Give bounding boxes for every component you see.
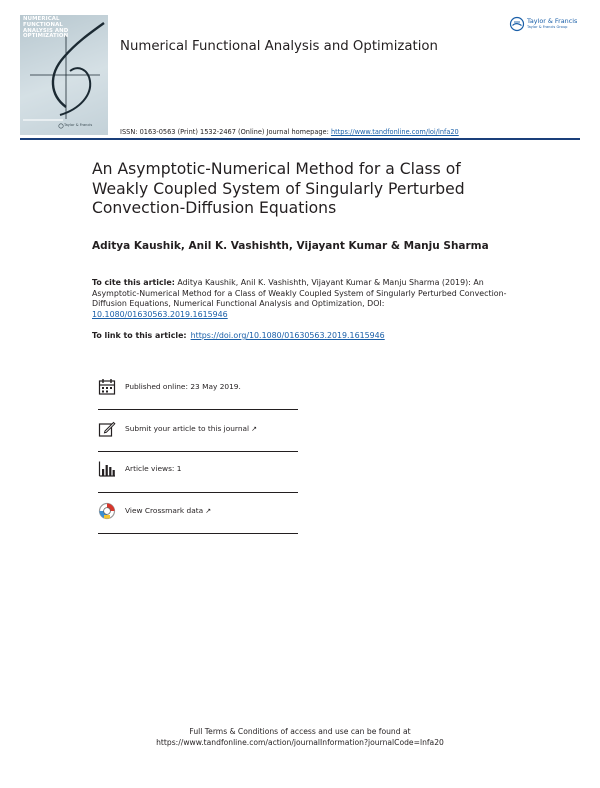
terms-text: Full Terms & Conditions of access and use can be found at	[189, 727, 411, 736]
info-divider	[98, 451, 298, 452]
article-link-label: To link to this article:	[92, 331, 187, 340]
info-divider	[98, 409, 298, 410]
cover-title: NUMERICAL FUNCTIONAL ANALYSIS AND OPTIMIZATION	[23, 16, 69, 40]
external-link-icon: ↗	[205, 507, 212, 515]
journal-cover	[20, 15, 108, 135]
journal-homepage-link[interactable]: https://www.tandfonline.com/loi/lnfa20	[330, 128, 459, 136]
publisher-logo[interactable]	[509, 16, 583, 34]
article-authors: Aditya Kaushik, Anil K. Vashishth, Vijayant Kumar & Manju Sharma	[92, 240, 489, 252]
citation-doi-link[interactable]: 10.1080/01630563.2019.1615946	[92, 309, 228, 319]
edit-icon	[98, 420, 116, 438]
info-divider	[98, 492, 298, 493]
citation-label: To cite this article:	[92, 278, 175, 287]
bar-chart-icon	[98, 460, 116, 478]
crossmark-label: View Crossmark data	[125, 506, 204, 515]
article-link-line	[92, 331, 385, 340]
crossmark-row[interactable]	[98, 500, 298, 524]
info-divider	[98, 533, 298, 534]
journal-title: Numerical Functional Analysis and Optimization	[120, 39, 438, 54]
publisher-logo-icon	[509, 16, 525, 32]
external-link-icon: ↗	[251, 425, 257, 433]
crossmark-icon	[98, 502, 116, 520]
submit-article-row[interactable]	[98, 418, 298, 442]
submit-article-link[interactable]	[125, 424, 257, 433]
citation-block	[92, 278, 520, 320]
calendar-icon	[98, 378, 116, 396]
cover-publisher: Taylor & Francis	[64, 123, 93, 127]
article-title: An Asymptotic-Numerical Method for a Class of Weakly Coupled System of Singularly Perturbed Convection-Diffusion Equations	[92, 160, 465, 217]
article-views: Article views: 1	[125, 464, 182, 473]
crossmark-link[interactable]	[125, 506, 211, 515]
article-doi-link[interactable]: https://doi.org/10.1080/01630563.2019.1615946	[190, 331, 385, 340]
issn-text: ISSN: 0163-0563 (Print) 1532-2467 (Online) Journal homepage:	[120, 128, 331, 136]
publisher-logo-tagline: Taylor & Francis Group	[527, 25, 568, 29]
issn-line	[120, 128, 459, 136]
terms-link[interactable]: https://www.tandfonline.com/action/journalInformation?journalCode=lnfa20	[156, 738, 444, 747]
publisher-logo-name: Taylor & Francis	[527, 17, 578, 25]
citation-text: Aditya Kaushik, Anil K. Vashishth, Vijayant Kumar & Manju Sharma (2019): An Asymptotic-Numerical Method for a Class of Weakly Coupled System of Singularly Perturbed Convection-Diffusion Equations, Numerical Functional Analysis and Optimization, DOI:	[92, 278, 507, 309]
published-date: Published online: 23 May 2019.	[125, 382, 241, 391]
article-views-row	[98, 458, 298, 482]
header-divider	[20, 138, 580, 140]
submit-article-label: Submit your article to this journal	[125, 424, 250, 433]
published-row	[98, 376, 298, 400]
